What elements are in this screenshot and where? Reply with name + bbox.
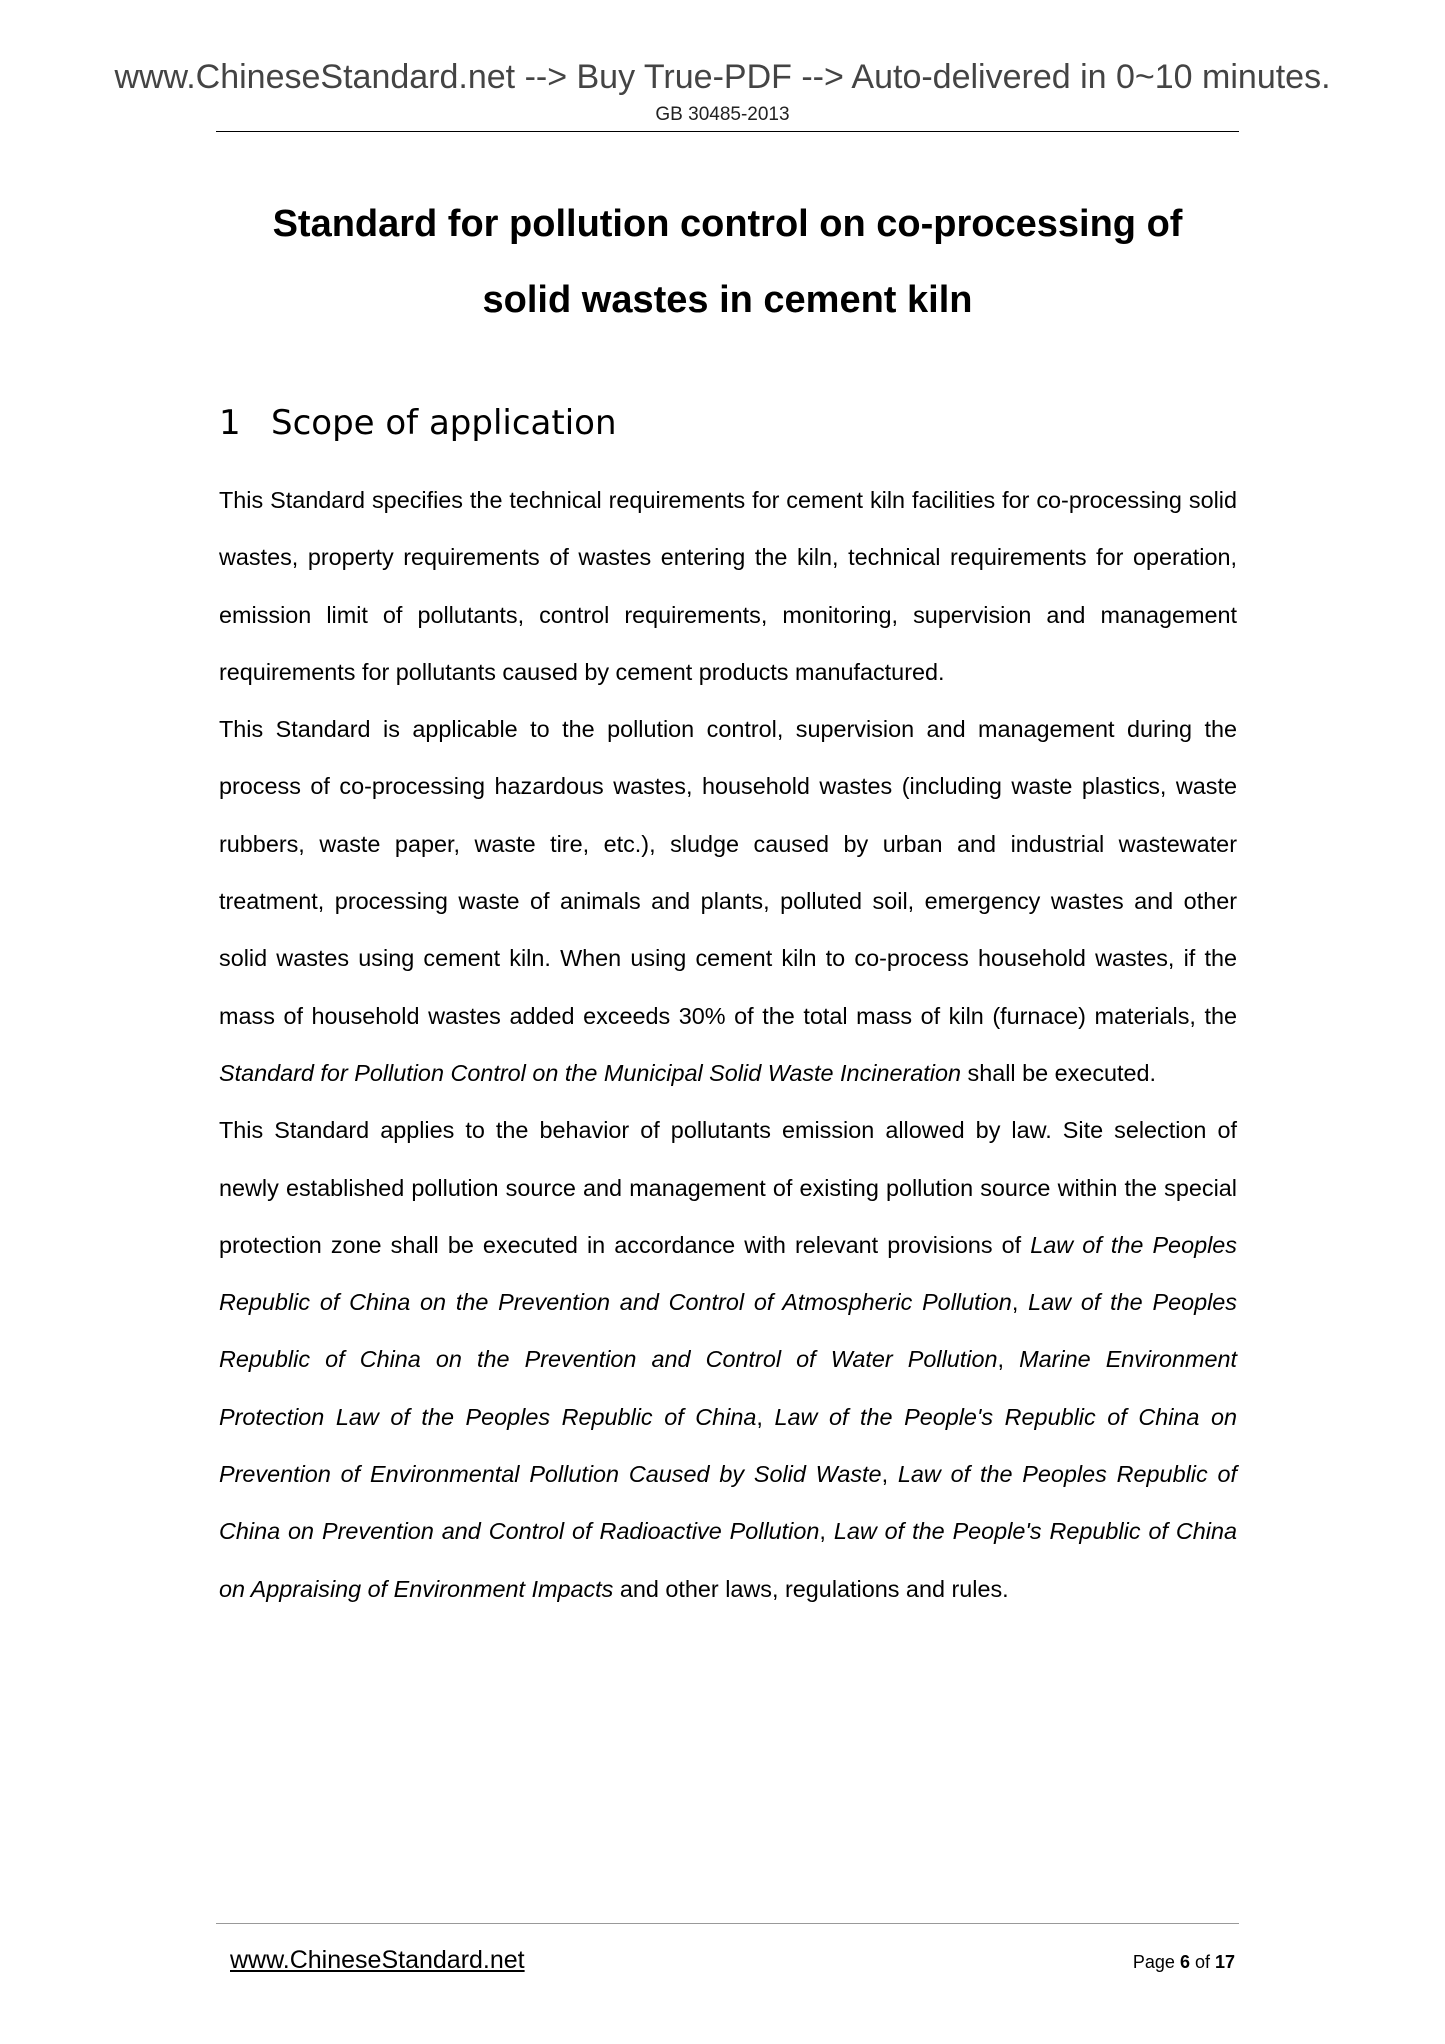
page-number [1133,1952,1235,1973]
header-banner: www.ChineseStandard.net --> Buy True-PDF --> Auto-delivered in 0~10 minutes. [114,58,1331,96]
law-ref-4: Law of the People's Republic of China on Prevention of Environmental Pollution Caused by Solid Waste [219,1403,1238,1488]
law-ref-1: Law of the Peoples Republic of China on the Prevention and Control of Atmospheric Pollution [219,1231,1237,1316]
paragraph-2 [219,701,1237,1102]
page-total: 17 [1214,1952,1235,1972]
law-ref-2: Law of the Peoples Republic of China on the Prevention and Control of Water Pollution [219,1289,1237,1373]
page-prefix: Page [1132,1952,1180,1972]
section-heading [219,403,617,443]
separator-5: , [819,1518,834,1545]
standard-code: GB 30485-2013 [655,104,790,125]
section-number: 1 [219,403,241,443]
separator-3: , [756,1403,775,1430]
section-title: Scope of application [271,403,617,443]
separator-2: , [997,1346,1020,1373]
paragraph-3-end: and other laws, regulations and rules. [613,1575,1009,1602]
paragraph-2-text-a: This Standard is applicable to the pollution control, supervision and management during the process of co-processing hazardous wastes, household wastes (including waste plastics, waste rubbers, waste paper, waste tire, etc.), sludge caused by urban and industrial wastewater treatment, processing waste of animals and plants, polluted soil, emergency wastes and other solid wastes using cement kiln. When using cement kiln to co-process household wastes, if the mass of household wastes added exceeds 30% of the total mass of kiln (furnace) materials, the [219,716,1237,1029]
page-of: of [1189,1952,1215,1972]
title-line-2: solid wastes in cement kiln [482,279,973,321]
document-title [216,186,1239,338]
law-ref-6: Law of the People's Republic of China on Appraising of Environment Impacts [219,1518,1238,1602]
footer-divider [216,1923,1239,1924]
law-ref-3: Marine Environment Protection Law of the Peoples Republic of China [219,1346,1238,1430]
paragraph-3 [219,1102,1237,1618]
law-ref-5: Law of the Peoples Republic of China on Prevention and Control of Radioactive Pollution [219,1461,1237,1545]
title-line-1: Standard for pollution control on co-processing of [272,203,1183,245]
body-text [219,472,1237,1618]
separator-1: , [1011,1289,1029,1316]
paragraph-2-text-b: shall be executed. [961,1059,1157,1086]
paragraph-2-standard-ref: Standard for Pollution Control on the Municipal Solid Waste Incineration [219,1059,961,1086]
page-current: 6 [1179,1952,1190,1972]
header-divider [216,131,1239,132]
footer-site-link[interactable]: www.ChineseStandard.net [230,1946,525,1974]
separator-4: , [881,1461,898,1488]
paragraph-1: This Standard specifies the technical requirements for cement kiln facilities for co-processing solid wastes, property requirements of wastes entering the kiln, technical requirements for operation, emission limit of pollutants, control requirements, monitoring, supervision and management requirements for pollutants caused by cement products manufactured. [219,487,1237,685]
paragraph-3-text-a: This Standard applies to the behavior of pollutants emission allowed by law. Site selection of newly established pollution source and management of existing pollution source within the special protection zone shall be executed in accordance with relevant provisions of [219,1117,1237,1258]
